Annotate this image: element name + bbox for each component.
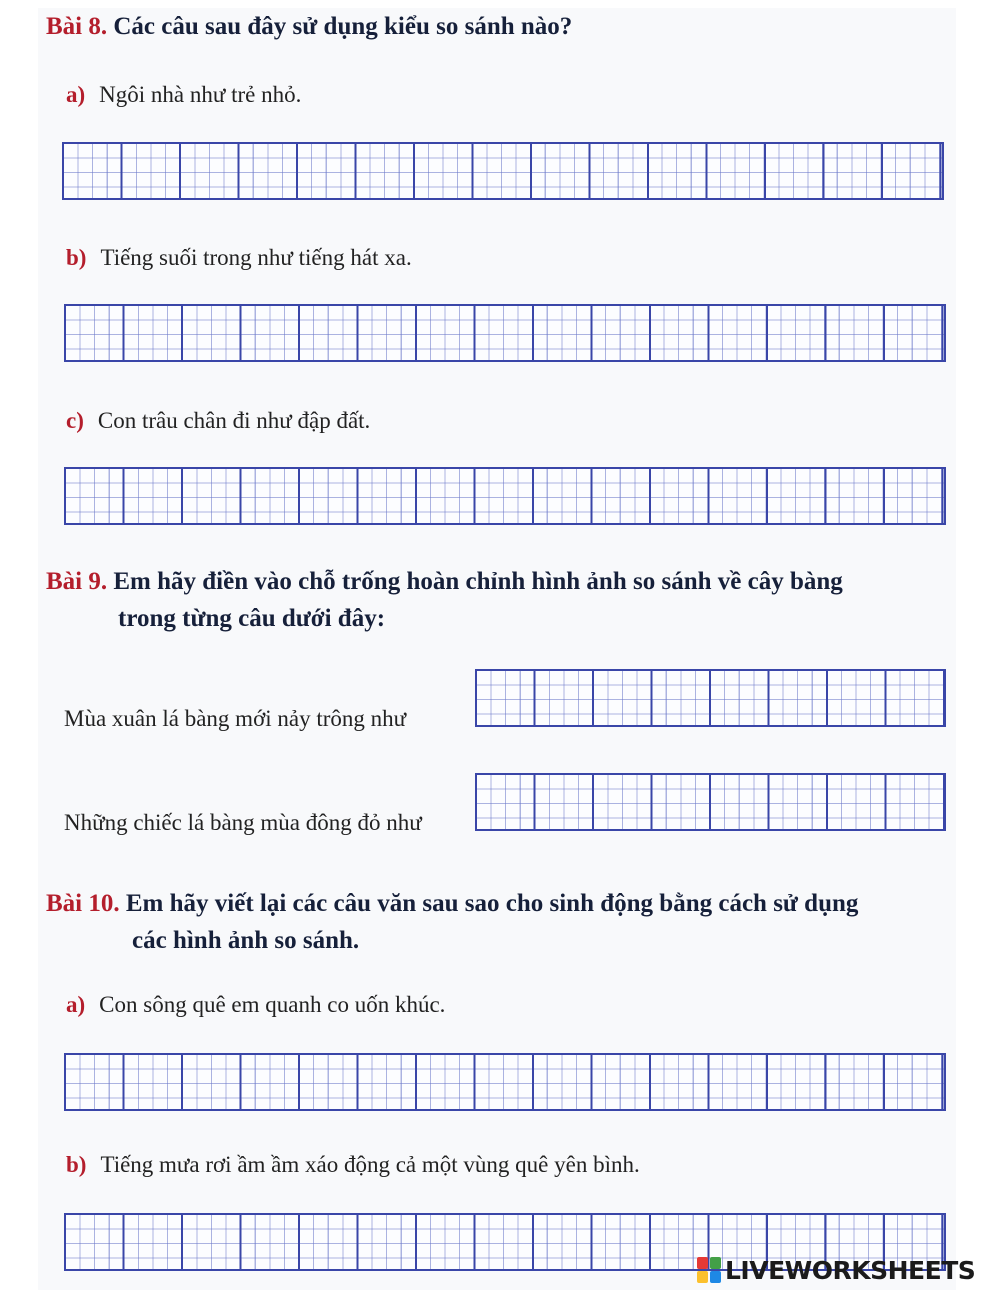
exercise-10-heading bbox=[46, 885, 858, 923]
logo-square bbox=[697, 1271, 708, 1283]
item-letter: c) bbox=[66, 408, 84, 433]
exercise-9-item-2: Những chiếc lá bàng mùa đông đỏ như bbox=[64, 810, 422, 835]
exercise-9-heading bbox=[46, 563, 843, 601]
item-letter: a) bbox=[66, 992, 86, 1017]
answer-grid-9-2[interactable] bbox=[475, 773, 946, 831]
liveworksheets-logo-icon bbox=[697, 1257, 721, 1283]
answer-grid-8a[interactable] bbox=[62, 142, 944, 200]
exercise-9-item-1: Mùa xuân lá bàng mới nảy trông như bbox=[64, 706, 407, 731]
exercise-9-number: Bài 9. bbox=[46, 568, 108, 595]
exercise-8-number: Bài 8. bbox=[46, 13, 108, 40]
answer-grid-9-1[interactable] bbox=[475, 669, 946, 727]
item-text: Con trâu chân đi như đập đất. bbox=[97, 408, 371, 433]
exercise-9-title-line1: Em hãy điền vào chỗ trống hoàn chỉnh hình ảnh so sánh về cây bàng bbox=[113, 568, 843, 595]
logo-square bbox=[710, 1257, 721, 1269]
answer-grid-10a[interactable] bbox=[64, 1053, 946, 1111]
answer-grid-8c[interactable] bbox=[64, 467, 946, 525]
item-letter: b) bbox=[66, 1152, 87, 1177]
exercise-8-item-a bbox=[66, 80, 301, 110]
exercise-10-item-b bbox=[66, 1150, 640, 1180]
item-text: Tiếng mưa rơi ầm ầm xáo động cả một vùng quê yên bình. bbox=[100, 1152, 640, 1177]
item-text: Ngôi nhà như trẻ nhỏ. bbox=[99, 82, 302, 107]
exercise-9-title-line2: trong từng câu dưới đây: bbox=[118, 605, 386, 632]
exercise-8-heading bbox=[46, 8, 572, 46]
item-text: Tiếng suối trong như tiếng hát xa. bbox=[100, 245, 412, 270]
item-letter: a) bbox=[66, 82, 86, 107]
item-letter: b) bbox=[66, 245, 87, 270]
liveworksheets-logo-text: LIVEWORKSHEETS bbox=[725, 1255, 976, 1285]
exercise-8-item-b bbox=[66, 243, 412, 273]
exercise-10-title-line2: các hình ảnh so sánh. bbox=[132, 927, 360, 954]
exercise-10-item-a bbox=[66, 990, 445, 1020]
exercise-8-title: Các câu sau đây sử dụng kiểu so sánh nào? bbox=[113, 13, 573, 40]
logo-square bbox=[697, 1257, 708, 1269]
answer-grid-8b[interactable] bbox=[64, 304, 946, 362]
exercise-10-title-line1: Em hãy viết lại các câu văn sau sao cho sinh động bằng cách sử dụng bbox=[125, 890, 859, 917]
exercise-8-item-c bbox=[66, 406, 370, 436]
logo-square bbox=[710, 1271, 721, 1283]
item-text: Con sông quê em quanh co uốn khúc. bbox=[99, 992, 446, 1017]
exercise-10-number: Bài 10. bbox=[46, 890, 120, 917]
liveworksheets-logo bbox=[697, 1253, 975, 1287]
